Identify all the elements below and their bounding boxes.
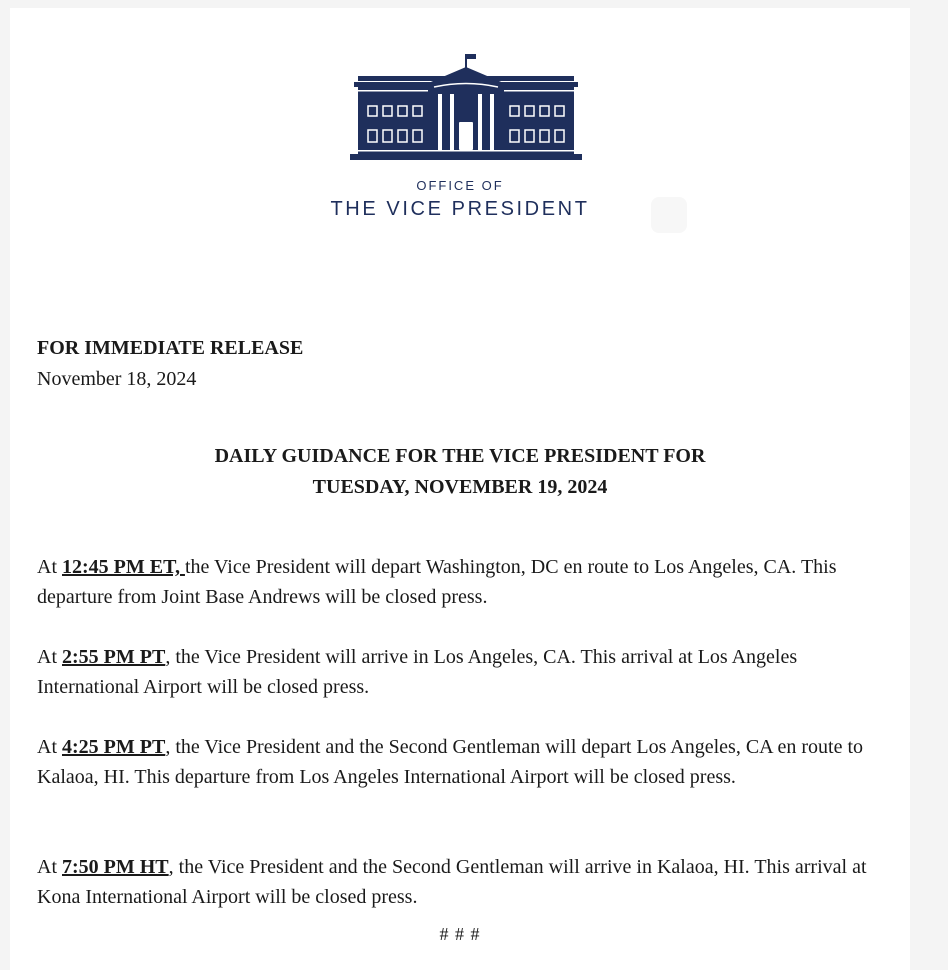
schedule-text: , the Vice President will arrive in Los Angeles, CA. This arrival at Los Angeles International Airport will be closed press. (37, 646, 798, 698)
schedule-prefix: At (37, 856, 62, 878)
guidance-heading-line1: DAILY GUIDANCE FOR THE VICE PRESIDENT FOR (214, 445, 706, 467)
office-of-label: OFFICE OF (416, 178, 504, 193)
schedule-time: 4:25 PM PT (62, 736, 166, 758)
schedule-prefix: At (37, 556, 62, 578)
release-date: November 18, 2024 (37, 368, 197, 390)
schedule-item (37, 732, 887, 792)
schedule-item (37, 852, 887, 912)
schedule-prefix: At (37, 736, 62, 758)
schedule-text: , the Vice President and the Second Gentleman will arrive in Kalaoa, HI. This arrival at Kona International Airport will be closed press. (37, 856, 867, 908)
schedule-time: 7:50 PM HT (62, 856, 169, 878)
immediate-release-label: FOR IMMEDIATE RELEASE (37, 337, 304, 359)
schedule-text: the Vice President will depart Washington, DC en route to Los Angeles, CA. This departure from Joint Base Andrews will be closed press. (37, 556, 837, 608)
guidance-heading (110, 441, 810, 503)
vice-president-title: THE VICE PRESIDENT (330, 198, 590, 220)
schedule-item (37, 642, 887, 702)
schedule-item (37, 552, 887, 612)
schedule-time: 12:45 PM ET, (62, 556, 185, 578)
schedule-prefix: At (37, 646, 62, 668)
press-release-page (10, 8, 910, 970)
schedule-time: 2:55 PM PT (62, 646, 166, 668)
white-house-logo (346, 54, 586, 169)
schedule-text: , the Vice President and the Second Gentleman will depart Los Angeles, CA en route to Kalaoa, HI. This departure from Los Angeles International Airport will be closed press. (37, 736, 864, 788)
faint-overlay-box (651, 197, 687, 233)
guidance-heading-line2: TUESDAY, NOVEMBER 19, 2024 (312, 476, 608, 498)
end-mark: # # # (439, 924, 481, 944)
